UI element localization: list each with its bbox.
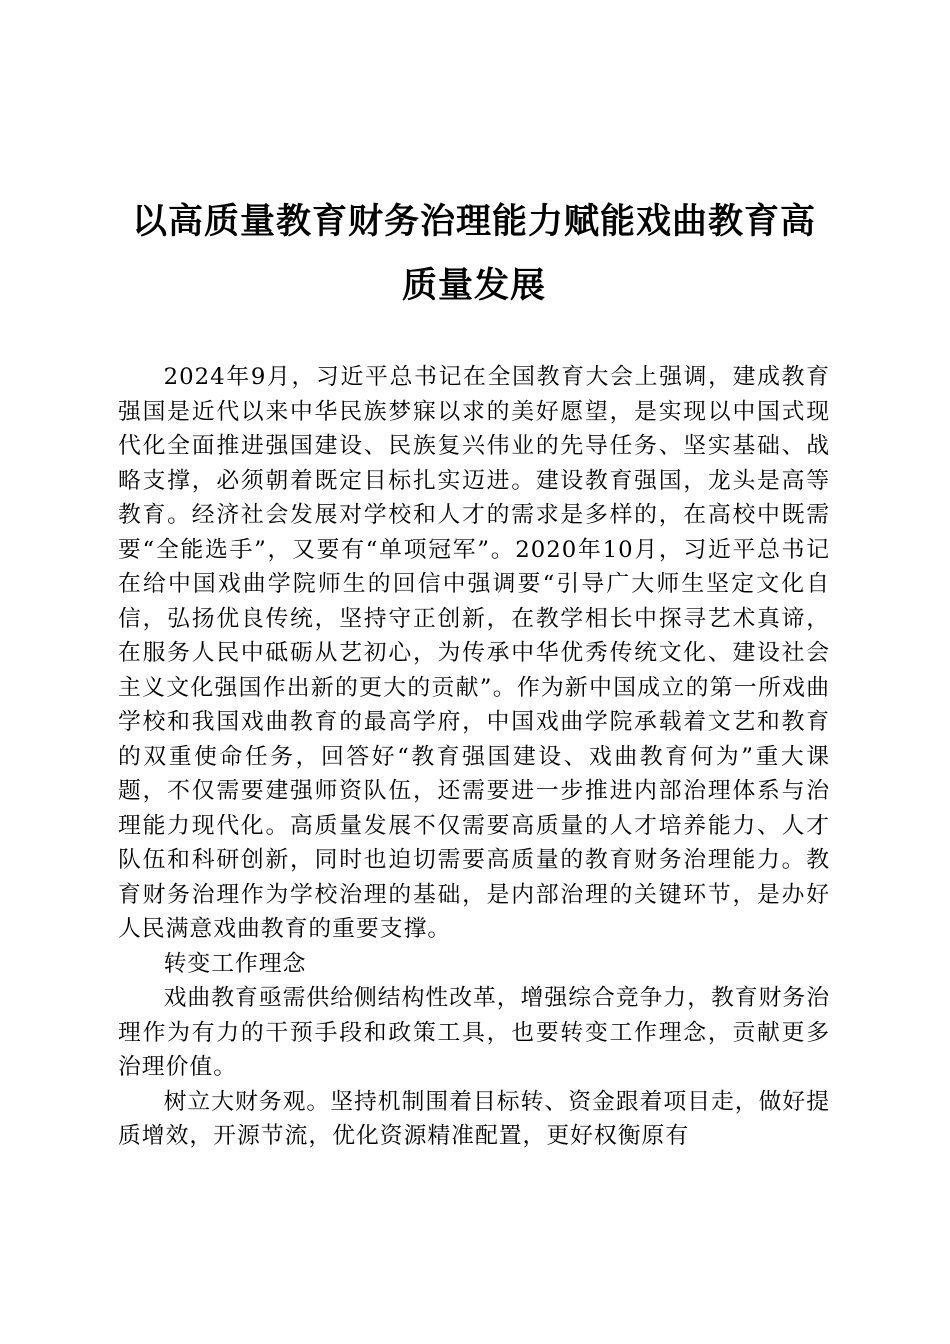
section-paragraph: 树立大财务观。坚持机制围着目标转、资金跟着项目走，做好提质增效，开源节流，优化资源精准配置，更好权衡原有 (118, 1088, 830, 1149)
document-body (118, 360, 830, 1154)
page-title: 以高质量教育财务治理能力赋能戏曲教育高质量发展 (131, 201, 816, 306)
intro-paragraph: 2024年9月，习近平总书记在全国教育大会上强调，建成教育强国是近代以来中华民族梦寐以求的美好愿望，是实现以中国式现代化全面推进强国建设、民族复兴伟业的先导任务、坚实基础、战略支撑，必须朝着既定目标扎实迈进。建设教育强国，龙头是高等教育。经济社会发展对学校和人才的需求是多样的，在高校中既需要“全能选手”，又要有“单项冠军”。2020年10月，习近平总书记在给中国戏曲学院师生的回信中强调要“引导广大师生坚定文化自信，弘扬优良传统，坚持守正创新，在教学相长中探寻艺术真谛，在服务人民中砥砺从艺初心，为传承中华优秀传统文化、建设社会主义文化强国作出新的更大的贡献”。作为新中国成立的第一所戏曲学校和我国戏曲教育的最高学府，中国戏曲学院承载着文艺和教育的双重使命任务，回答好“教育强国建设、戏曲教育何为”重大课题，不仅需要建强师资队伍，还需要进一步推进内部治理体系与治理能力现代化。高质量发展不仅需要高质量的人才培养能力、人才队伍和科研创新，同时也迫切需要高质量的教育财务治理能力。教育财务治理作为学校治理的基础，是内部治理的关键环节，是办好人民满意戏曲教育的重要支撑。 (118, 364, 830, 942)
section-paragraph: 戏曲教育亟需供给侧结构性改革，增强综合竞争力，教育财务治理作为有力的干预手段和政策工具，也要转变工作理念，贡献更多治理价值。 (118, 985, 830, 1080)
section-heading: 转变工作理念 (163, 950, 307, 977)
